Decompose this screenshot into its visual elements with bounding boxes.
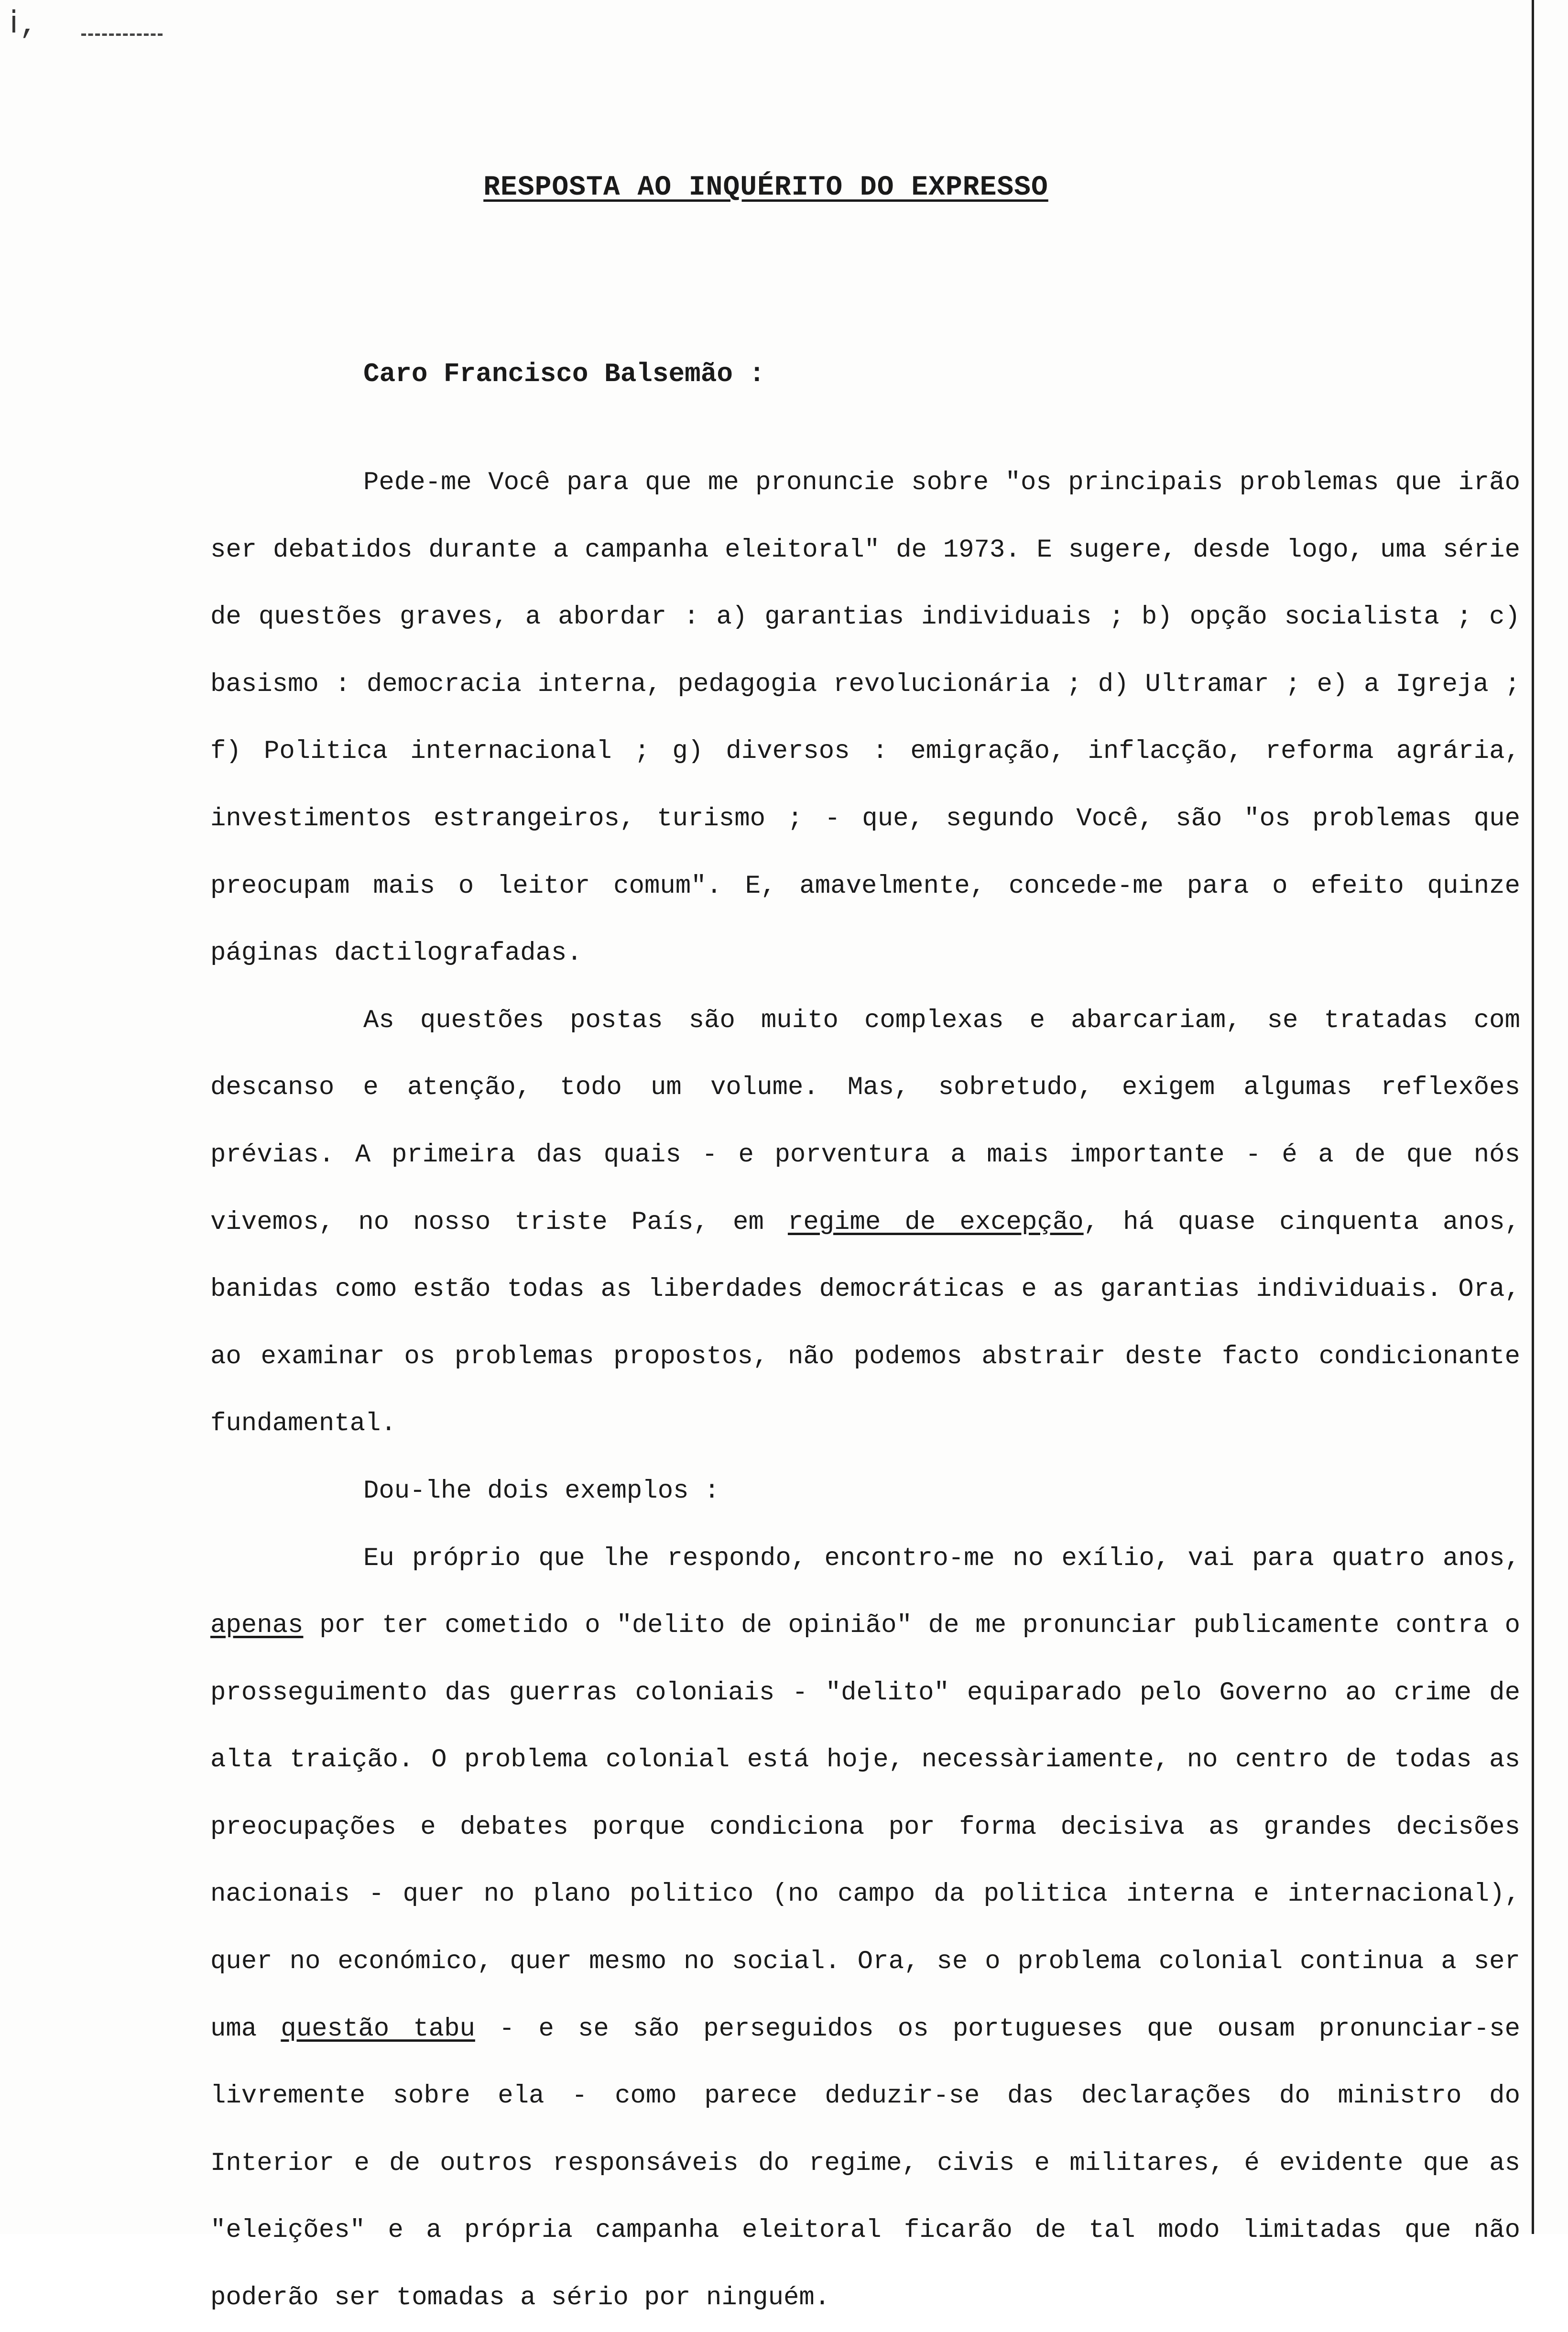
paragraph-text: Pede-me Você para que me pronuncie sobre "os principais problemas que irão ser debatidos durante a campanha eleitoral" de 1973. E sugere, desde logo, uma série de questões graves, a abordar : a) garantias individuais ; b) opção socialista ; c) basismo : democracia interna, pedagogia revolucionária ; d) Ultramar ; e) a Igreja ; f) Politica internacional ; g) diversos : emigração, inflacção, reforma agrária, investimentos estrangeiros, turismo ; - que, segundo Você, são "os problemas que preocupam mais o leitor comum". E, amavelmente, concede-me para o efeito quinze páginas dactilografadas.	[210, 468, 1520, 968]
paragraph-text: Dou-lhe dois exemplos :	[363, 1476, 720, 1506]
paragraph-text: - e se são perseguidos os portugueses que ousam pronunciar-se livremente sobre ela - como parece deduzir-se das declarações do ministro do Interior e de outros responsáveis do regime, civis e militares, é evidente que as "eleições" e a própria campanha eleitoral ficarão de tal modo limitadas que não poderão ser tomadas a sério por ninguém.	[210, 2014, 1520, 2313]
document-title: RESPOSTA AO INQUÉRITO DO EXPRESSO	[483, 172, 1048, 203]
paragraph-text: , há quase cinquenta anos, banidas como estão todas as liberdades democráticas e as garantias individuais. Ora, ao examinar os problemas propostos, não podemos abstrair deste facto condicionante fundamental.	[210, 1207, 1521, 1439]
underlined-text: apenas	[210, 1611, 304, 1641]
corner-dash-mark	[81, 33, 163, 36]
paragraph	[210, 1525, 1520, 2332]
paragraph-text: As questões postas são muito complexas e abarcariam, se tratadas com descanso e atenção, todo um volume. Mas, sobretudo, exigem algumas reflexões prévias. A primeira das quais - e porventura a mais importante - é a de que nós vivemos, no nosso triste País, em	[210, 1006, 1520, 1237]
document-body	[210, 449, 1520, 2332]
paragraph	[210, 1458, 1520, 1525]
salutation: Caro Francisco Balsemão :	[363, 359, 765, 389]
underlined-text: questão tabu	[281, 2014, 475, 2044]
page-edge-line	[1532, 0, 1534, 2234]
paragraph	[210, 987, 1520, 1458]
paragraph	[210, 449, 1520, 987]
handwritten-mark-icon: ⅰ‚	[10, 8, 37, 42]
underlined-text: regime de excepção	[787, 1207, 1084, 1237]
paragraph-text: por ter cometido o "delito de opinião" de me pronunciar publicamente contra o prosseguimento das guerras coloniais - "delito" equiparado pelo Governo ao crime de alta traição. O problema colonial está hoje, necessàriamente, no centro de todas as preocupações e debates porque condiciona por forma decisiva as grandes decisões nacionais - quer no plano politico (no campo da politica interna e internacional), quer no económico, quer mesmo no social. Ora, se o problema colonial continua a ser uma	[210, 1611, 1520, 2044]
paragraph-text: Eu próprio que lhe respondo, encontro-me no exílio, vai para quatro anos,	[363, 1544, 1520, 1573]
